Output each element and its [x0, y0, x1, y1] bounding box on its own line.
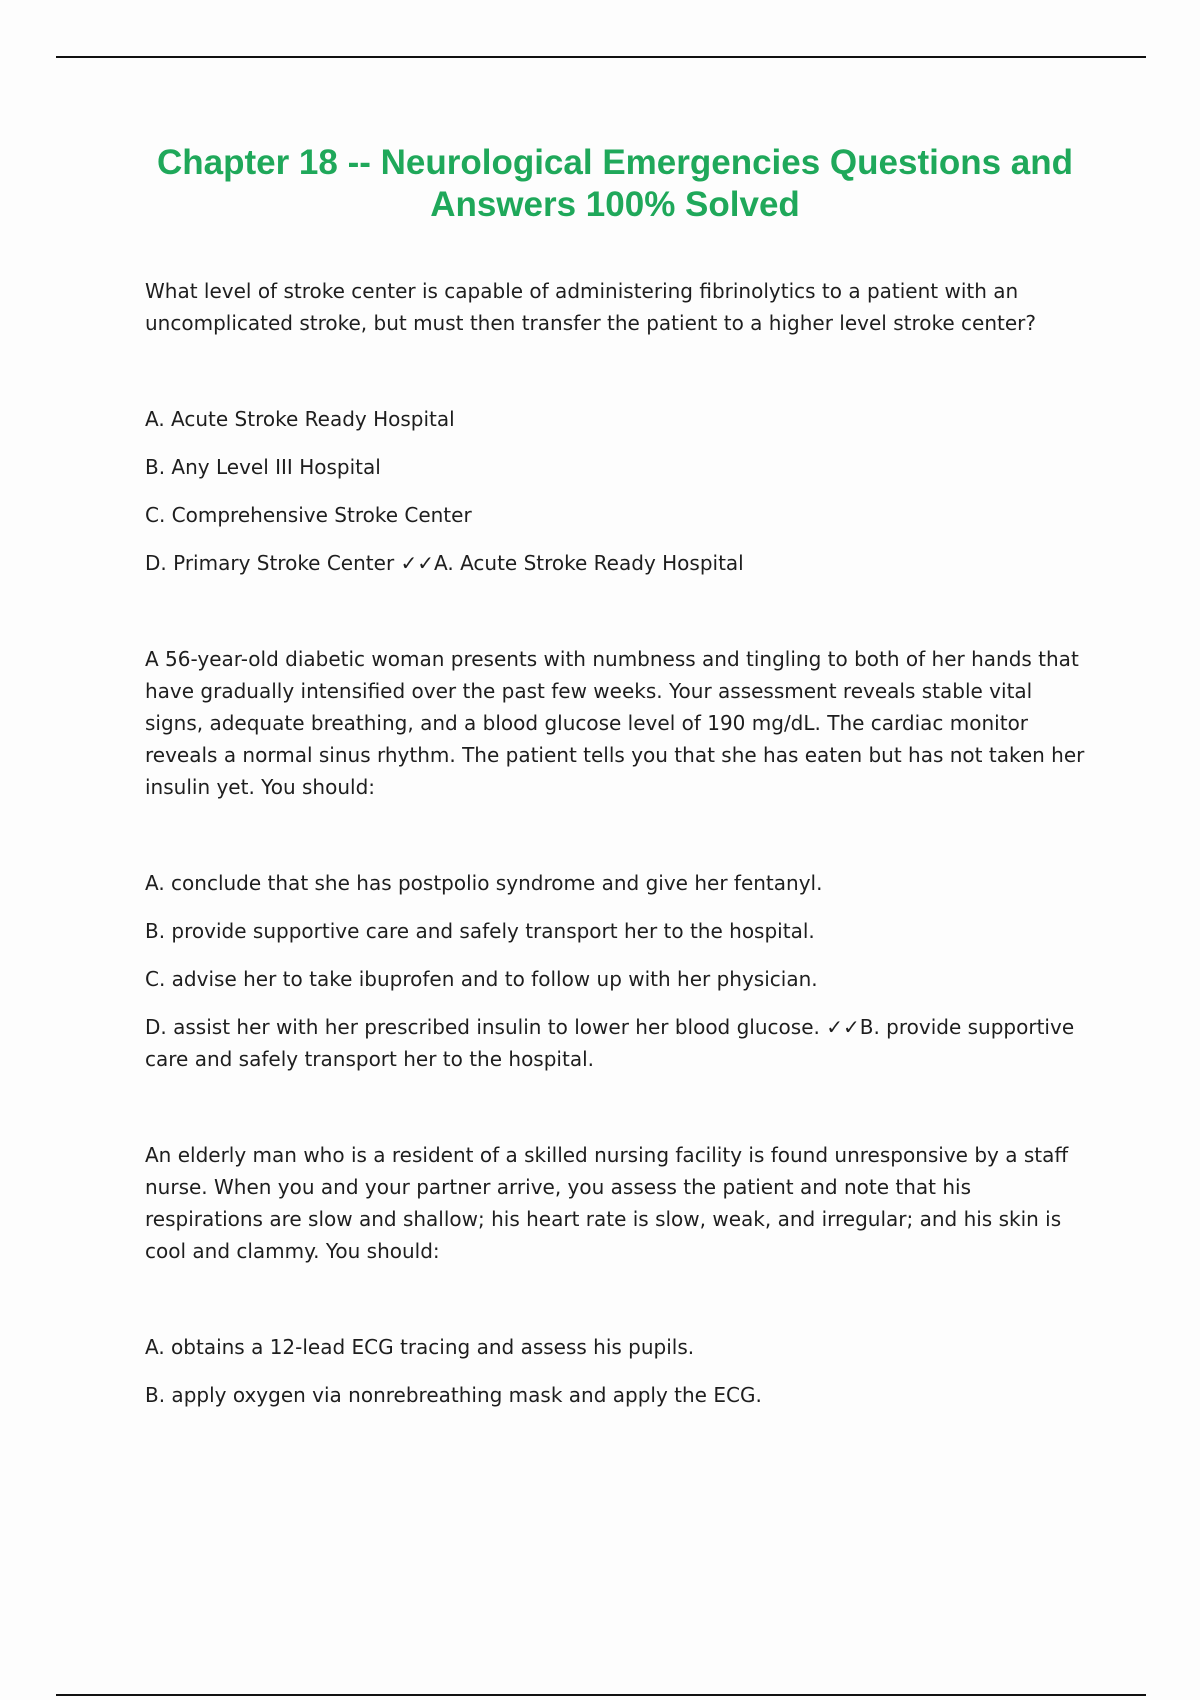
document-title: Chapter 18 -- Neurological Emergencies Questions and Answers 100% Solved: [156, 143, 1074, 224]
question-block-2: [145, 643, 1085, 1075]
option-a: A. Acute Stroke Ready Hospital: [145, 407, 455, 431]
answer-options: [145, 1331, 1085, 1411]
option-d-with-answer: [145, 547, 1085, 579]
question-block-1: [145, 275, 1085, 579]
question-prompt: An elderly man who is a resident of a skilled nursing facility is found unresponsive by a staff nurse. When you and your partner arrive, you assess the patient and note that his respirations are slow and shallow; his heart rate is slow, weak, and irregular; and his skin is cool and clammy. You should:: [145, 1143, 1069, 1263]
question-prompt: A 56-year-old diabetic woman presents with numbness and tingling to both of her hands that have gradually intensified over the past few weeks. Your assessment reveals stable vital signs, adequate breathing, and a blood glucose level of 190 mg/dL. The cardiac monitor reveals a normal sinus rhythm. The patient tells you that she has eaten but has not taken her insulin yet. You should:: [145, 647, 1085, 799]
option-a: A. conclude that she has postpolio syndrome and give her fentanyl.: [145, 871, 823, 895]
option-a: A. obtains a 12-lead ECG tracing and assess his pupils.: [145, 1335, 695, 1359]
question-prompt: What level of stroke center is capable of administering fibrinolytics to a patient with an uncomplicated stroke, but must then transfer the patient to a higher level stroke center?: [145, 279, 1036, 335]
answer-options: [145, 403, 1085, 579]
correct-answer: A. Acute Stroke Ready Hospital: [434, 551, 744, 575]
check-mark-icon: ✓✓: [400, 551, 435, 575]
answer-options: [145, 867, 1085, 1075]
option-b: B. Any Level III Hospital: [145, 455, 381, 479]
option-d: D. assist her with her prescribed insulin to lower her blood glucose.: [145, 1015, 820, 1039]
option-d: D. Primary Stroke Center: [145, 551, 395, 575]
option-d-with-answer: [145, 1011, 1085, 1075]
option-b: B. apply oxygen via nonrebreathing mask and apply the ECG.: [145, 1383, 762, 1407]
check-mark-icon: ✓✓: [826, 1015, 860, 1039]
question-list: [145, 275, 1085, 1475]
correct-answer: B. provide supportive care and safely transport her to the hospital.: [145, 1015, 1075, 1071]
option-b: B. provide supportive care and safely transport her to the hospital.: [145, 919, 815, 943]
footer-rule: [56, 1694, 1146, 1696]
question-block-3: [145, 1139, 1085, 1411]
header-rule: [56, 56, 1146, 58]
option-c: C. Comprehensive Stroke Center: [145, 503, 472, 527]
option-c: C. advise her to take ibuprofen and to follow up with her physician.: [145, 967, 818, 991]
